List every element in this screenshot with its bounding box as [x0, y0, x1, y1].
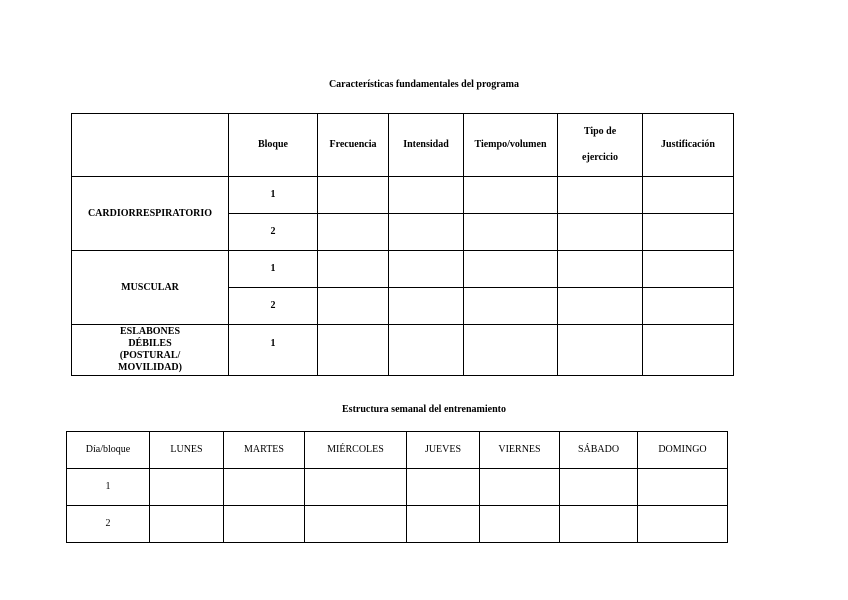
header-miercoles: MIÉRCOLES — [305, 432, 407, 469]
empty-cell[interactable] — [464, 177, 558, 214]
group-muscular: MUSCULAR — [72, 251, 229, 325]
empty-cell[interactable] — [558, 214, 643, 251]
block-cell: 2 — [229, 288, 318, 325]
empty-cell[interactable] — [643, 288, 734, 325]
empty-cell[interactable] — [407, 469, 480, 506]
header-tipo-line-2: ejercicio — [582, 152, 618, 163]
empty-cell[interactable] — [318, 325, 389, 376]
block-cell: 2 — [229, 214, 318, 251]
header-lunes: LUNES — [150, 432, 224, 469]
empty-cell[interactable] — [643, 214, 734, 251]
program-characteristics-table — [71, 113, 734, 376]
group-eslabones-debiles — [72, 325, 229, 376]
empty-cell[interactable] — [464, 214, 558, 251]
empty-cell[interactable] — [305, 506, 407, 543]
header-sabado: SÁBADO — [560, 432, 638, 469]
empty-cell[interactable] — [558, 251, 643, 288]
header-justificacion: Justificación — [643, 114, 734, 177]
group-cardiorrespiratorio: CARDIORRESPIRATORIO — [72, 177, 229, 251]
header-frecuencia: Frecuencia — [318, 114, 389, 177]
group-eslabones-line-2: DÉBILES — [128, 338, 172, 349]
empty-cell[interactable] — [224, 469, 305, 506]
empty-cell[interactable] — [389, 251, 464, 288]
header-martes: MARTES — [224, 432, 305, 469]
header-tipo-ejercicio — [558, 114, 643, 177]
empty-cell[interactable] — [389, 177, 464, 214]
empty-cell[interactable] — [305, 469, 407, 506]
empty-cell[interactable] — [558, 325, 643, 376]
header-domingo: DOMINGO — [638, 432, 728, 469]
empty-cell[interactable] — [318, 214, 389, 251]
empty-cell[interactable] — [560, 469, 638, 506]
table-header-row — [72, 114, 734, 177]
empty-cell[interactable] — [224, 506, 305, 543]
empty-cell[interactable] — [464, 288, 558, 325]
empty-cell[interactable] — [638, 506, 728, 543]
table-row — [72, 177, 734, 214]
group-eslabones-line-1: ESLABONES — [119, 326, 181, 337]
empty-cell[interactable] — [480, 506, 560, 543]
weekly-structure-table — [66, 431, 728, 543]
empty-cell[interactable] — [389, 325, 464, 376]
empty-cell[interactable] — [558, 288, 643, 325]
empty-cell[interactable] — [389, 288, 464, 325]
header-dia-bloque: Día/bloque — [67, 432, 150, 469]
row-block-label: 1 — [67, 469, 150, 506]
group-eslabones-line-4: MOVILIDAD) — [118, 362, 182, 373]
empty-cell[interactable] — [560, 506, 638, 543]
header-viernes: VIERNES — [480, 432, 560, 469]
row-block-label: 2 — [67, 506, 150, 543]
header-jueves: JUEVES — [407, 432, 480, 469]
header-tipo-line-1: Tipo de — [583, 126, 617, 137]
table-row — [72, 325, 734, 376]
empty-cell[interactable] — [638, 469, 728, 506]
block-cell: 1 — [229, 251, 318, 288]
empty-cell[interactable] — [643, 177, 734, 214]
group-eslabones-line-3: (POSTURAL/ — [119, 350, 181, 361]
header-tiempo-volumen: Tiempo/volumen — [464, 114, 558, 177]
empty-cell[interactable] — [389, 214, 464, 251]
block-cell: 1 — [229, 177, 318, 214]
empty-cell[interactable] — [643, 251, 734, 288]
empty-cell[interactable] — [318, 251, 389, 288]
empty-cell[interactable] — [643, 325, 734, 376]
header-bloque: Bloque — [229, 114, 318, 177]
table-header-row — [67, 432, 728, 469]
weekly-table-title: Estructura semanal del entrenamiento — [342, 404, 506, 415]
block-cell: 1 — [229, 325, 318, 376]
empty-cell[interactable] — [150, 469, 224, 506]
table-row — [72, 251, 734, 288]
empty-cell[interactable] — [318, 177, 389, 214]
empty-cell[interactable] — [480, 469, 560, 506]
empty-cell[interactable] — [464, 325, 558, 376]
header-intensidad: Intensidad — [389, 114, 464, 177]
table-row — [67, 469, 728, 506]
empty-cell[interactable] — [558, 177, 643, 214]
empty-cell[interactable] — [318, 288, 389, 325]
header-cell-empty — [72, 114, 229, 177]
program-table-title: Características fundamentales del programa — [328, 79, 520, 90]
table-row — [67, 506, 728, 543]
empty-cell[interactable] — [464, 251, 558, 288]
empty-cell[interactable] — [150, 506, 224, 543]
empty-cell[interactable] — [407, 506, 480, 543]
